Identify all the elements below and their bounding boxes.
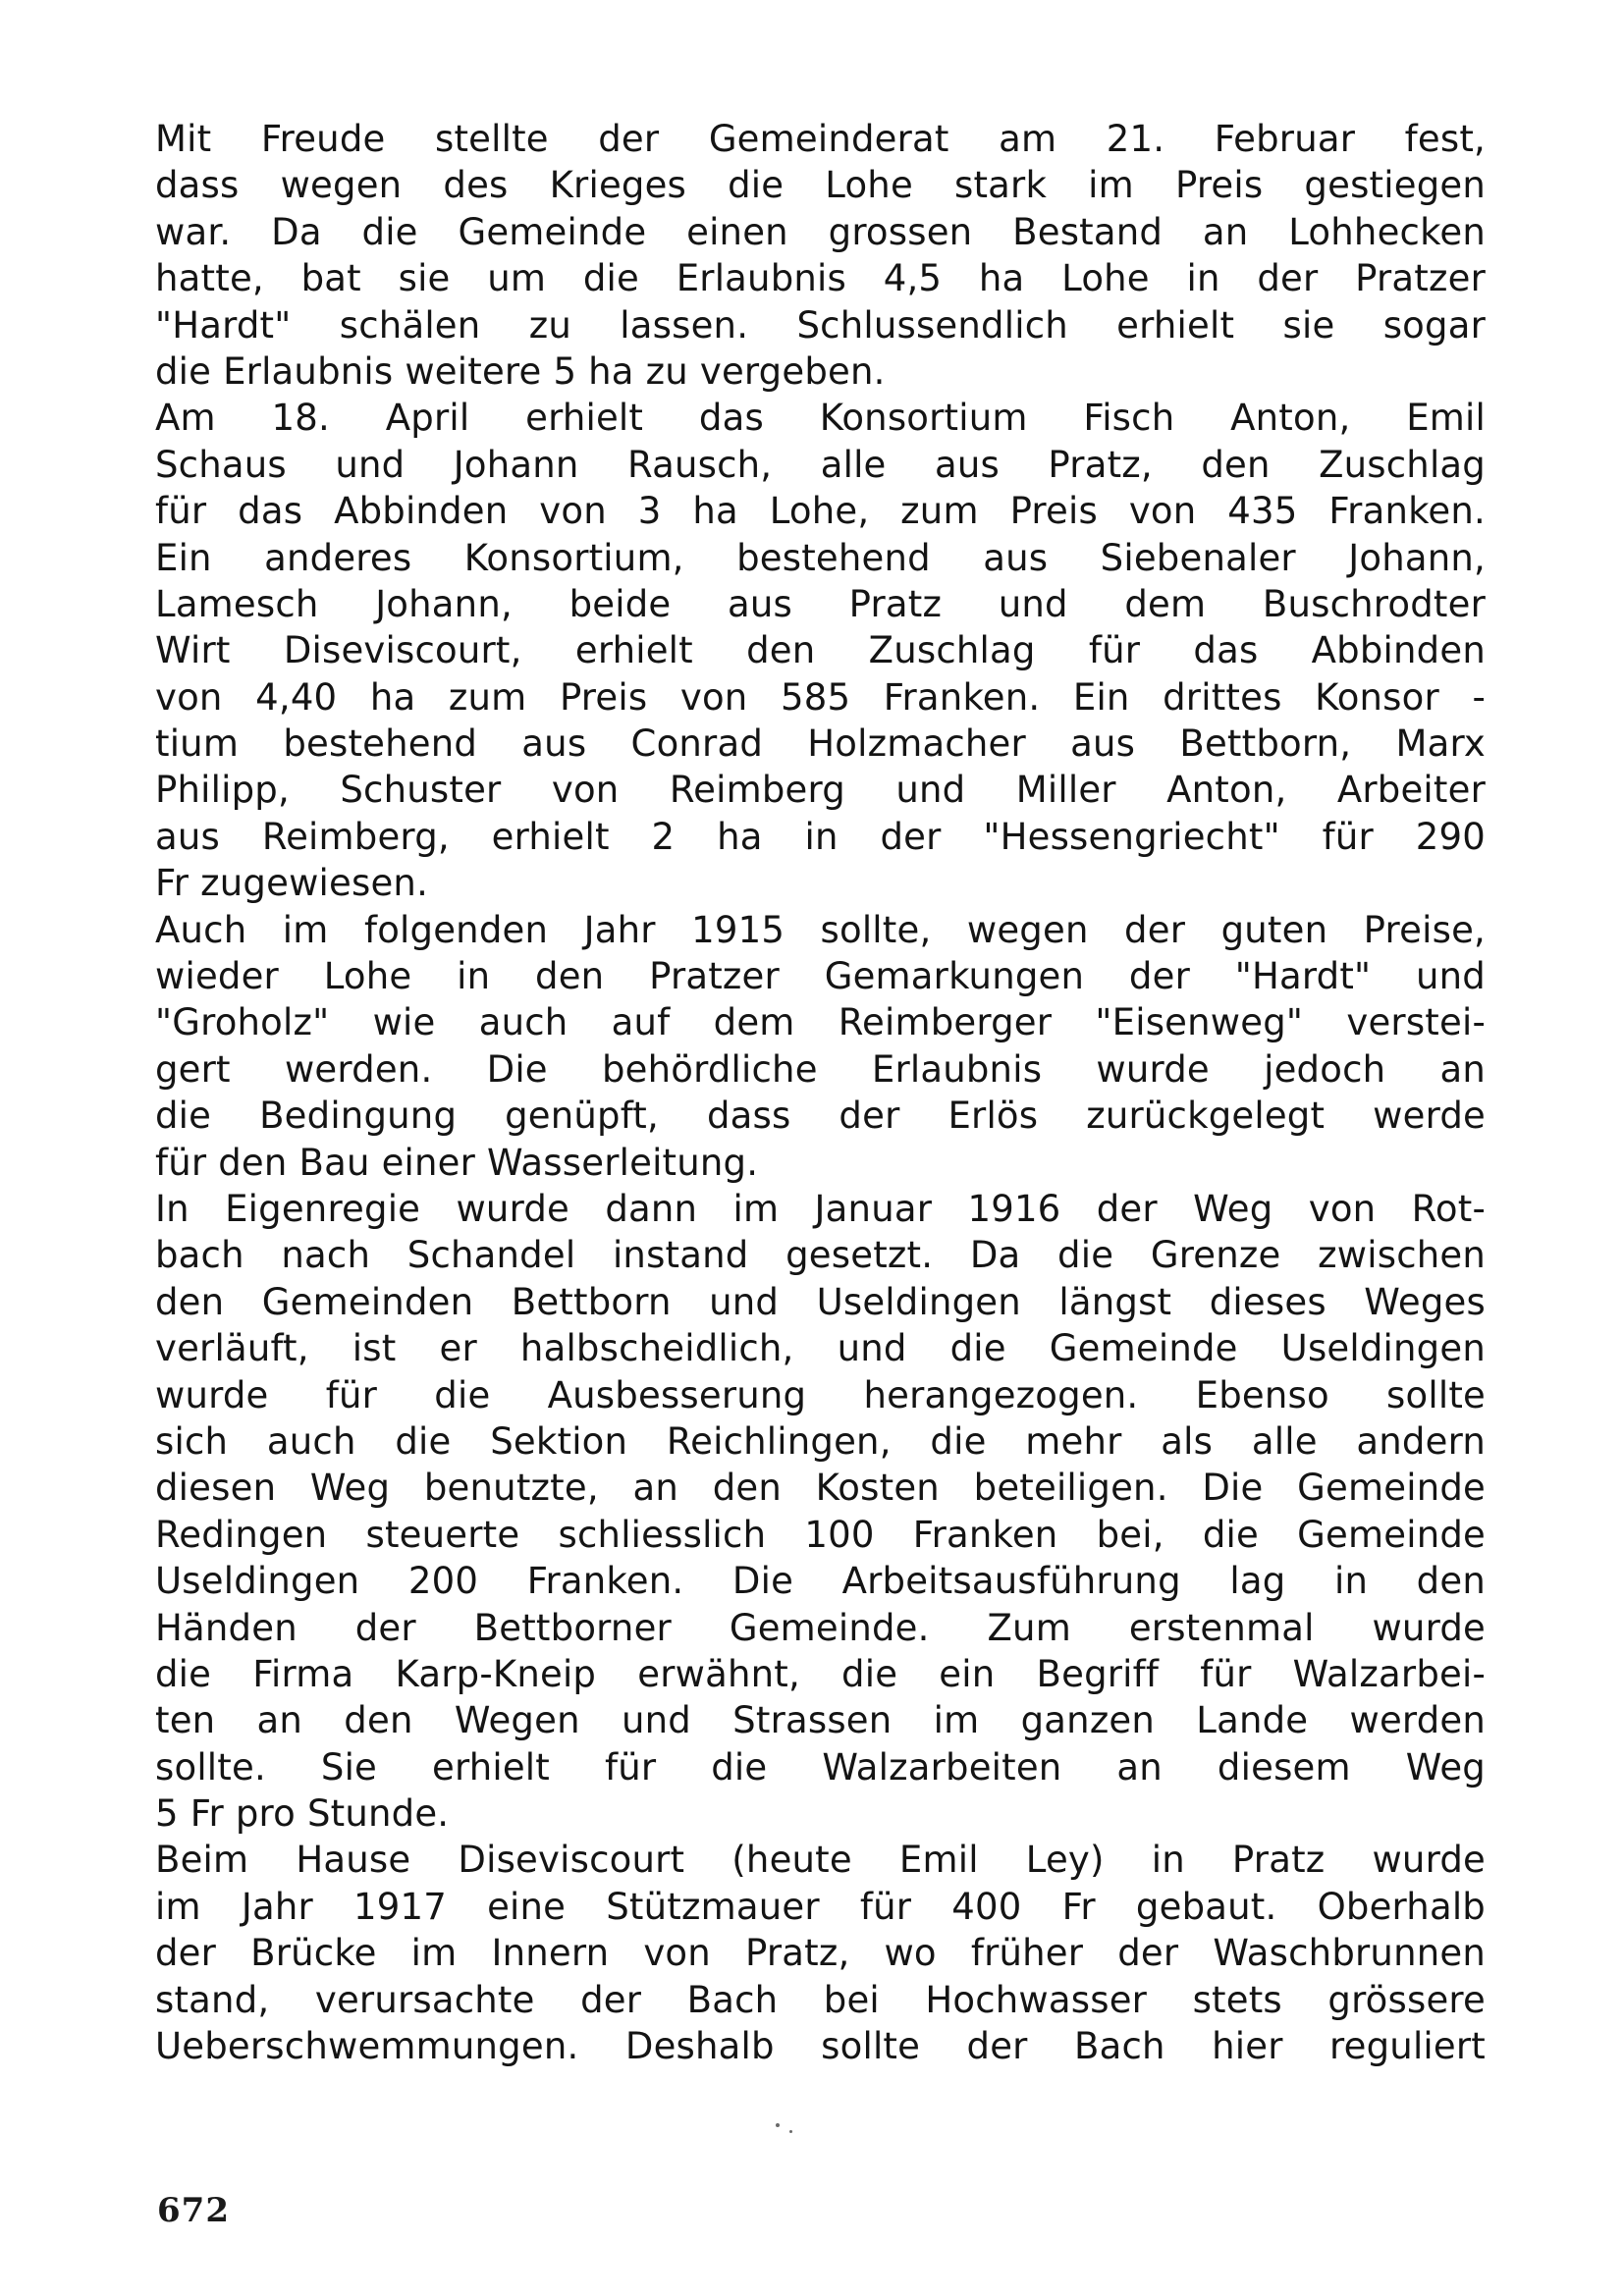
paragraph-end-line: die Erlaubnis weitere 5 ha zu vergeben.: [155, 349, 886, 393]
paragraph-end-line: 5 Fr pro Stunde.: [155, 1792, 450, 1836]
text-line: "Groholz" wie auch auf dem Reimberger "Eisenweg" verstei-: [155, 1001, 1486, 1044]
paragraph-end-line: Fr zugewiesen.: [155, 862, 429, 905]
text-line: sich auch die Sektion Reichlingen, die mehr als alle andern: [155, 1419, 1486, 1463]
text-line: den Gemeinden Bettborn und Useldingen längst dieses Weges: [155, 1280, 1486, 1323]
text-line: Ueberschwemmungen. Deshalb sollte der Bach hier reguliert: [155, 2025, 1486, 2068]
text-line: im Jahr 1917 eine Stützmauer für 400 Fr gebaut. Oberhalb: [155, 1885, 1486, 1928]
text-line: Philipp, Schuster von Reimberg und Miller Anton, Arbeiter: [155, 769, 1486, 812]
text-line: aus Reimberg, erhielt 2 ha in der "Hessengriecht" für 290: [155, 815, 1486, 858]
text-line: bach nach Schandel instand gesetzt. Da die Grenze zwischen: [155, 1234, 1486, 1277]
text-line: hatte, bat sie um die Erlaubnis 4,5 ha Lohe in der Pratzer: [155, 257, 1486, 300]
text-line: für das Abbinden von 3 ha Lohe, zum Preis von 435 Franken.: [155, 490, 1486, 533]
text-line: Redingen steuerte schliesslich 100 Franken bei, die Gemeinde: [155, 1513, 1486, 1556]
text-line: Auch im folgenden Jahr 1915 sollte, wegen der guten Preise,: [155, 908, 1486, 951]
body-text: [155, 116, 1486, 2069]
scan-speck: [789, 2130, 792, 2133]
text-line: die Firma Karp-Kneip erwähnt, die ein Begriff für Walzarbei-: [155, 1652, 1486, 1695]
text-line: "Hardt" schälen zu lassen. Schlussendlich erhielt sie sogar: [155, 303, 1486, 347]
text-line: die Bedingung genüpft, dass der Erlös zurückgelegt werde: [155, 1095, 1486, 1138]
text-line: Useldingen 200 Franken. Die Arbeitsausführung lag in den: [155, 1560, 1486, 1603]
text-line: Ein anderes Konsortium, bestehend aus Siebenaler Johann,: [155, 536, 1486, 579]
text-line: Am 18. April erhielt das Konsortium Fisch Anton, Emil: [155, 397, 1486, 440]
text-line: diesen Weg benutzte, an den Kosten beteiligen. Die Gemeinde: [155, 1467, 1486, 1510]
scan-speck: [776, 2123, 780, 2127]
text-line: wieder Lohe in den Pratzer Gemarkungen der "Hardt" und: [155, 955, 1486, 998]
text-line: war. Da die Gemeinde einen grossen Bestand an Lohhecken: [155, 210, 1486, 253]
text-line: In Eigenregie wurde dann im Januar 1916 der Weg von Rot-: [155, 1187, 1486, 1230]
text-line: verläuft, ist er halbscheidlich, und die Gemeinde Useldingen: [155, 1327, 1486, 1370]
text-line: Mit Freude stellte der Gemeinderat am 21. Februar fest,: [155, 118, 1486, 160]
text-line: wurde für die Ausbesserung herangezogen. Ebenso sollte: [155, 1373, 1486, 1416]
text-line: von 4,40 ha zum Preis von 585 Franken. Ein drittes Konsor -: [155, 675, 1486, 719]
text-line: Schaus und Johann Rausch, alle aus Pratz, den Zuschlag: [155, 443, 1486, 486]
text-line: Lamesch Johann, beide aus Pratz und dem Buschrodter: [155, 582, 1486, 625]
text-line: Händen der Bettborner Gemeinde. Zum erstenmal wurde: [155, 1606, 1486, 1649]
text-line: Wirt Diseviscourt, erhielt den Zuschlag für das Abbinden: [155, 629, 1486, 672]
page-number: 672: [157, 2191, 230, 2230]
text-line: stand, verursachte der Bach bei Hochwasser stets grössere: [155, 1978, 1486, 2021]
text-line: sollte. Sie erhielt für die Walzarbeiten an diesem Weg: [155, 1745, 1486, 1789]
text-line: ten an den Wegen und Strassen im ganzen Lande werden: [155, 1699, 1486, 1742]
text-line: gert werden. Die behördliche Erlaubnis wurde jedoch an: [155, 1047, 1486, 1091]
text-line: Beim Hause Diseviscourt (heute Emil Ley) in Pratz wurde: [155, 1839, 1486, 1882]
text-line: tium bestehend aus Conrad Holzmacher aus Bettborn, Marx: [155, 722, 1486, 766]
text-line: der Brücke im Innern von Pratz, wo früher der Waschbrunnen: [155, 1932, 1486, 1975]
paragraph-end-line: für den Bau einer Wasserleitung.: [155, 1141, 759, 1184]
text-line: dass wegen des Krieges die Lohe stark im Preis gestiegen: [155, 164, 1486, 207]
